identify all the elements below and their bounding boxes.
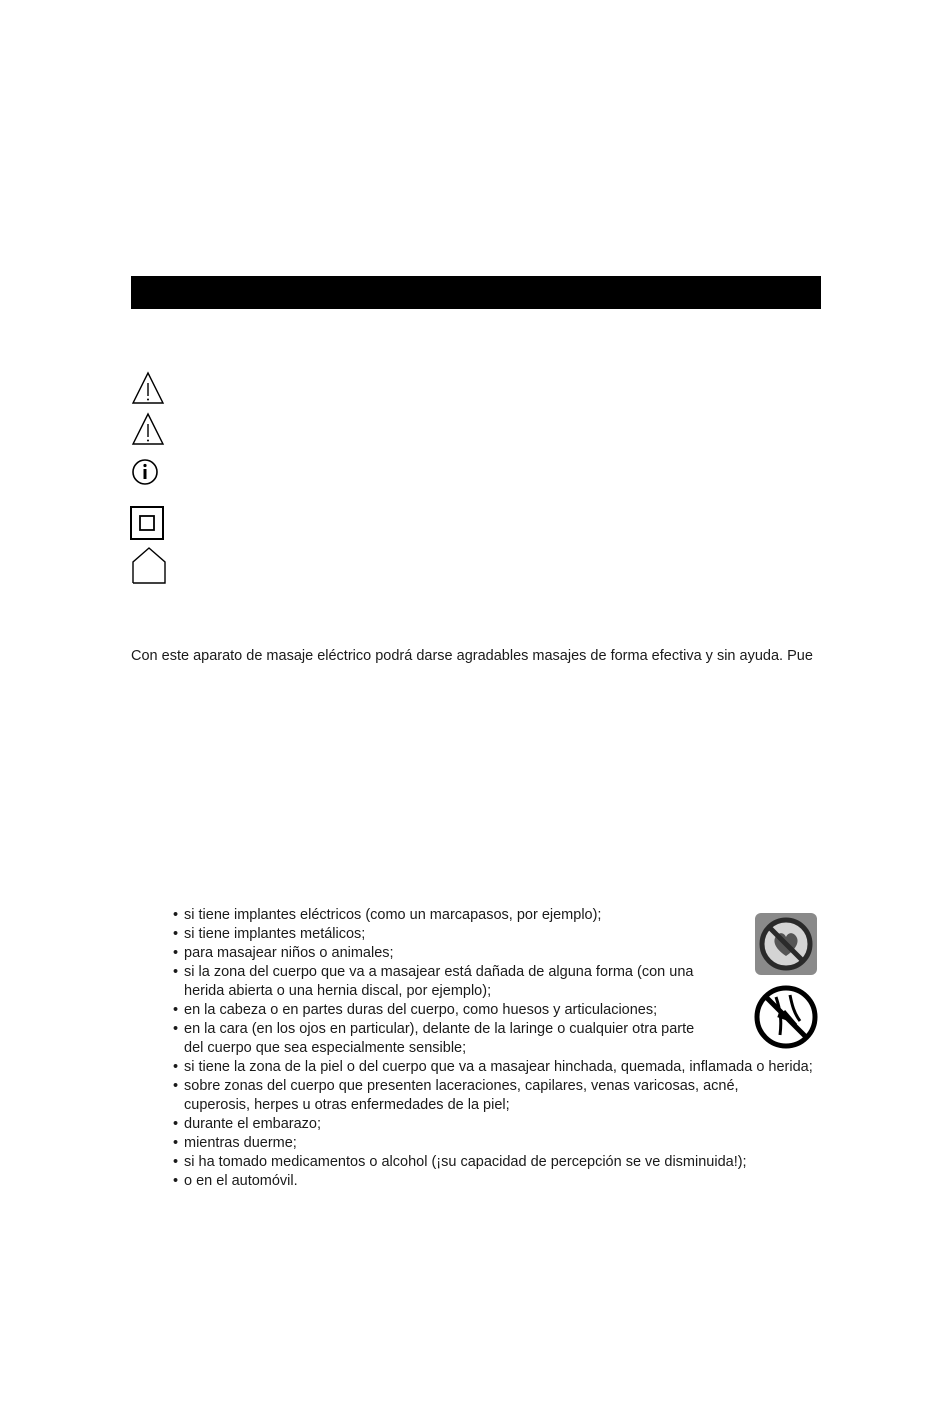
double-insulation-icon: [130, 504, 166, 542]
list-item: • para masajear niños o animales;: [173, 944, 833, 963]
list-item: • si tiene implantes metálicos;: [173, 925, 833, 944]
no-metal-implants-icon: [754, 985, 818, 1049]
list-item: • si ha tomado medicamentos o alcohol (¡su capacidad de percepción se ve disminuida!);: [173, 1153, 833, 1172]
list-item: • sobre zonas del cuerpo que presenten laceraciones, capilares, venas varicosas, acné, cuperosis, herpes u otras enfermedades de la piel;: [173, 1077, 759, 1115]
info-circle-icon: [130, 453, 166, 491]
indoor-use-house-icon: [130, 546, 166, 584]
list-item: • si tiene implantes eléctricos (como un marcapasos, por ejemplo);: [173, 906, 833, 925]
contraindications-list: [173, 906, 833, 1191]
list-item: • en la cara (en los ojos en particular), delante de la laringe o cualquier otra parte del cuerpo que sea especialmente sensible;: [173, 1020, 714, 1058]
list-item: • durante el embarazo;: [173, 1115, 833, 1134]
intro-paragraph: Con este aparato de masaje eléctrico podrá darse agradables masajes de forma efectiva y sin ayuda. Pue: [131, 648, 813, 664]
warning-triangle-icon: [130, 369, 166, 407]
list-item: • en la cabeza o en partes duras del cuerpo, como huesos y articulaciones;: [173, 1001, 833, 1020]
list-item: • mientras duerme;: [173, 1134, 833, 1153]
no-pacemaker-icon: [754, 912, 818, 976]
section-header-bar: [131, 276, 821, 309]
list-item: • si la zona del cuerpo que va a masajear está dañada de alguna forma (con una herida abierta o una hernia discal, por ejemplo);: [173, 963, 704, 1001]
list-item: • o en el automóvil.: [173, 1172, 833, 1191]
warning-triangle-icon: [130, 410, 166, 448]
list-item: • si tiene la zona de la piel o del cuerpo que va a masajear hinchada, quemada, inflamada o herida;: [173, 1058, 833, 1077]
